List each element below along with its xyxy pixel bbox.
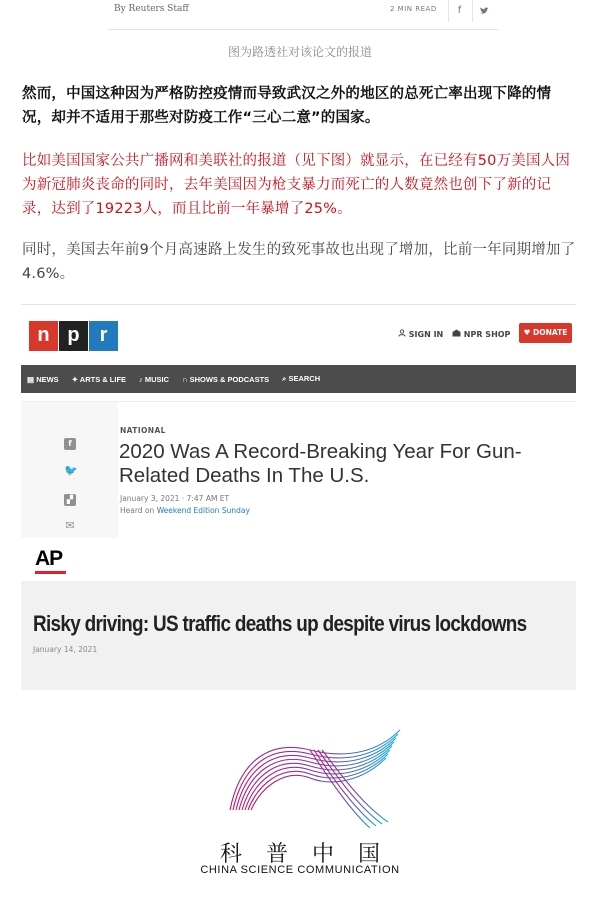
nav-item-search[interactable] [282,374,320,384]
sign-in-label: SIGN IN [408,330,444,339]
nav-search-label: SEARCH [288,374,321,383]
nav-arts-label: ARTS & LIFE [79,374,127,384]
paragraph-gun-deaths: 比如美国国家公共广播网和美联社的报道（见下图）就显示，在已经有50万美国人因为新冠肺炎丧命的同时，去年美国因为枪支暴力而死亡的人数竟然也创下了新的记录，达到了19223人，而且比前一年暴增了25%。 [22,153,571,217]
logo-english-name: CHINA SCIENCE COMMUNICATION [200,864,400,876]
share-column [21,402,118,538]
ap-logo[interactable]: AP [35,547,63,570]
nav-shows-label: SHOWS & PODCASTS [189,374,270,384]
ap-date: January 14, 2021 [33,645,98,654]
ap-article [21,539,576,690]
heard-show-link[interactable]: Weekend Edition Sunday [156,506,250,515]
nav-item-arts[interactable] [72,375,126,384]
npr-date: January 3, 2021 · 7:47 AM ET [120,494,230,503]
facebook-share-icon[interactable]: f [448,0,470,22]
donate-label: DONATE [533,328,568,337]
reuters-article-strip [108,0,498,30]
npr-shop-label: NPR SHOP [463,330,511,339]
logo-chinese-name: 科普中国 [219,842,404,867]
facebook-icon[interactable]: f [64,438,76,450]
npr-article [21,401,576,537]
nav-item-news[interactable] [27,375,59,384]
figure-icon: ✦ [71,374,78,384]
paragraph-traffic-deaths: 同时，美国去年前9个月高速路上发生的致死事故也出现了增加，比前一年同期增加了4.6%。 [22,242,576,282]
heard-prefix: Heard on [120,506,155,515]
reuters-read-time: 2 MIN READ [390,5,437,13]
nav-news-label: NEWS [36,374,59,384]
reuters-byline: By Reuters Staff [114,4,189,14]
nav-item-music[interactable] [139,375,169,384]
search-icon: ⌕ [282,374,287,383]
china-science-logo-mark [200,720,420,832]
npr-shop-link[interactable] [452,329,510,339]
image-caption: 图为路透社对该论文的报道 [227,45,372,59]
news-screenshot [21,304,576,690]
headphones-icon: ∩ [182,374,188,384]
npr-headline: 2020 Was A Record-Breaking Year For Gun-Related Deaths In The U.S. [119,440,522,487]
ap-header [21,539,576,581]
npr-nav-bar [21,365,576,393]
nav-music-label: MUSIC [144,374,170,384]
nav-item-shows[interactable] [182,375,269,384]
paragraph-mortality: 然而，中国这种因为严格防控疫情而导致武汉之外的地区的总死亡率出现下降的情况，却并不适用于那些对防疫工作“三心二意”的国家。 [22,86,552,126]
flipboard-icon[interactable]: ▞ [64,494,76,506]
twitter-share-icon[interactable] [472,0,494,22]
heart-icon: ♥ [523,328,531,337]
npr-logo[interactable] [29,321,119,351]
donate-button[interactable] [519,323,572,343]
user-icon [398,329,406,337]
sign-in-link[interactable] [398,329,443,339]
npr-heard-on [120,506,250,515]
npr-logo-n: n [29,321,58,351]
email-icon[interactable]: ✉ [65,519,75,532]
ap-logo-underline [35,571,66,574]
shop-icon [452,329,461,337]
music-note-icon: ♪ [139,374,143,384]
ap-headline: Risky driving: US traffic deaths up despite virus lockdowns [33,611,527,636]
npr-logo-r: r [89,321,118,351]
news-icon: ▤ [27,374,35,384]
npr-logo-p: p [59,321,88,351]
npr-section-label[interactable]: NATIONAL [120,426,166,435]
twitter-icon[interactable]: 🐦 [64,464,78,477]
